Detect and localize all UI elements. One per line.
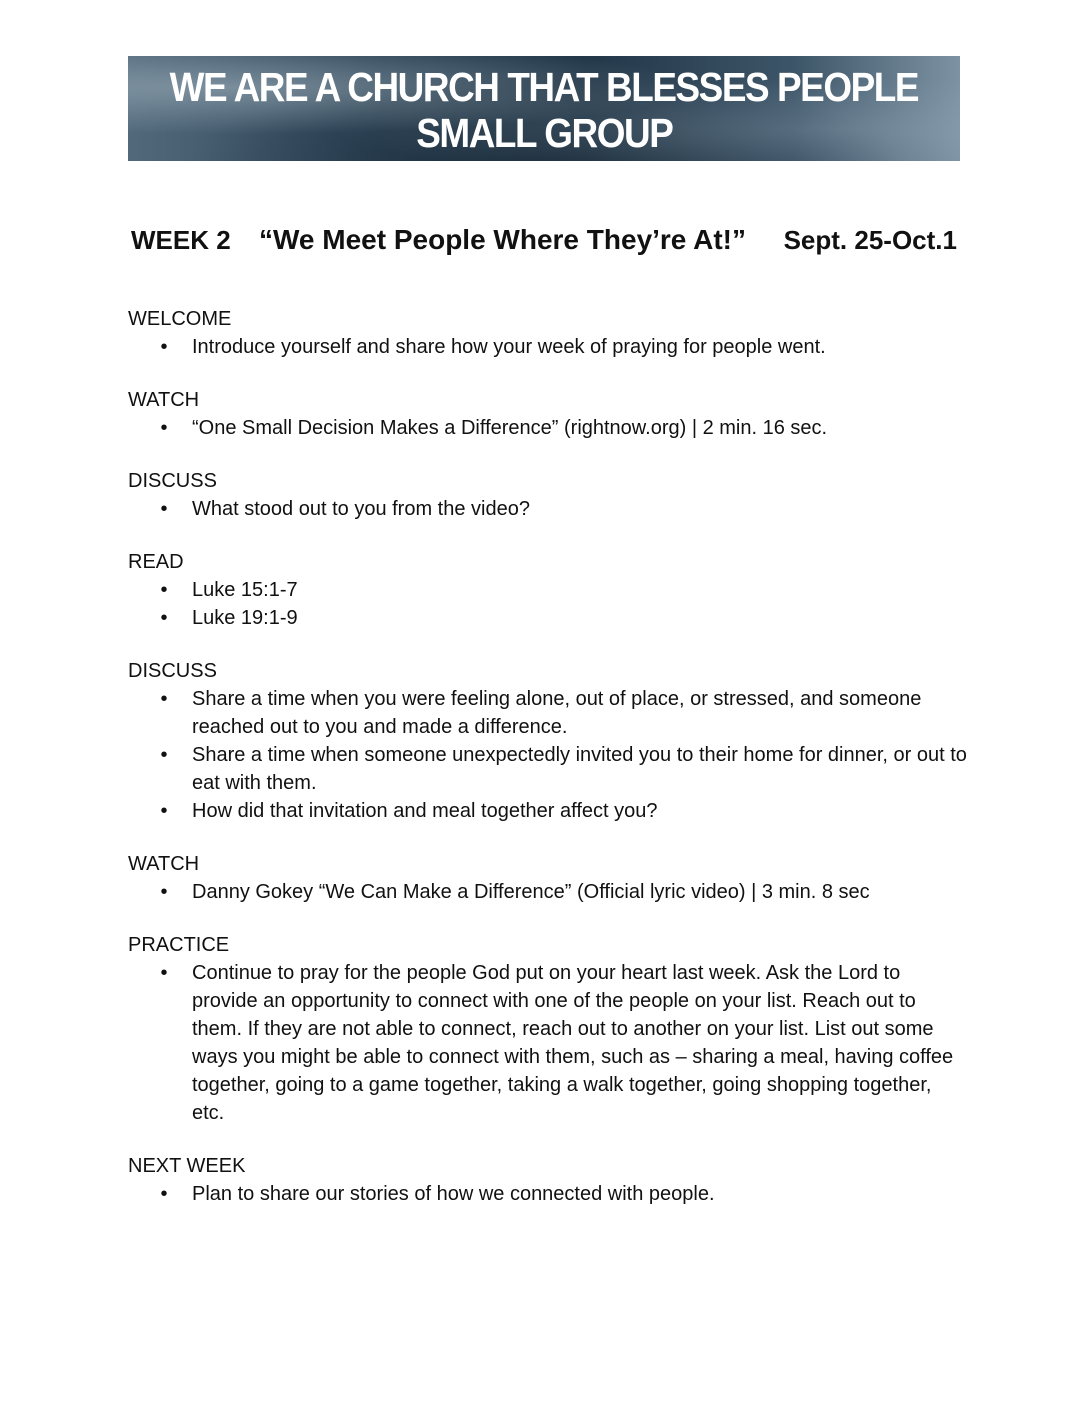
agenda-content — [128, 305, 968, 1233]
list-item — [128, 685, 968, 741]
list-item-text: How did that invitation and meal together affect you? — [192, 800, 658, 822]
banner-title-line-2: SMALL GROUP — [415, 109, 673, 156]
list-item-text: Danny Gokey “We Can Make a Difference” (Official lyric video) | 3 min. 8 sec — [192, 881, 870, 903]
agenda-section — [128, 386, 968, 442]
section-heading: DISCUSS — [128, 660, 217, 682]
banner-title-line-1: WE ARE A CHURCH THAT BLESSES PEOPLE — [169, 63, 919, 110]
week-dates: Sept. 25-Oct.1 — [783, 225, 957, 255]
week-title: “We Meet People Where They’re At!” — [259, 224, 746, 255]
week-label: WEEK 2 — [131, 225, 231, 255]
agenda-section — [128, 657, 968, 825]
bullet-icon: • — [160, 417, 168, 439]
bullet-icon: • — [160, 579, 168, 601]
list-item-text: Continue to pray for the people God put on your heart last week. Ask the Lord to provide an opportunity to connect with one of the people on your list. Reach out to them. If they are not able to connect, reach out to another on your list. List out some ways you might be able to connect with them, such as – sharing a meal, having coffee together, going to a game together, taking a walk together, going shopping together, etc. — [192, 962, 954, 1124]
section-heading: DISCUSS — [128, 470, 217, 492]
bullet-list — [128, 576, 968, 632]
section-heading: WATCH — [128, 389, 200, 411]
section-heading: NEXT WEEK — [128, 1155, 246, 1177]
agenda-section — [128, 931, 968, 1127]
bullet-icon: • — [160, 962, 168, 984]
list-item-text: Luke 15:1-7 — [192, 579, 298, 601]
bullet-icon: • — [160, 800, 168, 822]
section-heading: READ — [128, 551, 184, 573]
bullet-icon: • — [160, 336, 168, 358]
list-item-text: What stood out to you from the video? — [192, 498, 530, 520]
bullet-list — [128, 959, 968, 1127]
agenda-section — [128, 467, 968, 523]
list-item — [128, 576, 968, 604]
bullet-icon: • — [160, 607, 168, 629]
agenda-section — [128, 548, 968, 632]
bullet-list — [128, 878, 968, 906]
list-item-text: Share a time when someone unexpectedly invited you to their home for dinner, or out to eat with them. — [192, 744, 967, 794]
bullet-list — [128, 1180, 968, 1208]
list-item — [128, 797, 968, 825]
section-heading: PRACTICE — [128, 934, 230, 956]
list-item — [128, 604, 968, 632]
bullet-list — [128, 333, 968, 361]
list-item — [128, 878, 968, 906]
bullet-icon: • — [160, 688, 168, 710]
list-item — [128, 333, 968, 361]
list-item-text: Share a time when you were feeling alone, out of place, or stressed, and someone reached out to you and made a difference. — [192, 688, 922, 738]
agenda-section — [128, 305, 968, 361]
list-item-text: “One Small Decision Makes a Difference” (rightnow.org) | 2 min. 16 sec. — [192, 417, 828, 439]
bullet-icon: • — [160, 744, 168, 766]
bullet-list — [128, 685, 968, 825]
bullet-icon: • — [160, 498, 168, 520]
bullet-icon: • — [160, 1183, 168, 1205]
list-item — [128, 959, 968, 1127]
list-item — [128, 414, 968, 442]
list-item-text: Luke 19:1-9 — [192, 607, 298, 629]
week-header — [131, 222, 960, 258]
list-item — [128, 741, 968, 797]
list-item — [128, 1180, 968, 1208]
list-item-text: Introduce yourself and share how your week of praying for people went. — [192, 336, 826, 358]
bullet-icon: • — [160, 881, 168, 903]
agenda-section — [128, 850, 968, 906]
bullet-list — [128, 414, 968, 442]
bullet-list — [128, 495, 968, 523]
agenda-section — [128, 1152, 968, 1208]
list-item — [128, 495, 968, 523]
header-banner — [128, 56, 960, 161]
list-item-text: Plan to share our stories of how we connected with people. — [192, 1183, 715, 1205]
section-heading: WATCH — [128, 853, 200, 875]
section-heading: WELCOME — [128, 308, 232, 330]
